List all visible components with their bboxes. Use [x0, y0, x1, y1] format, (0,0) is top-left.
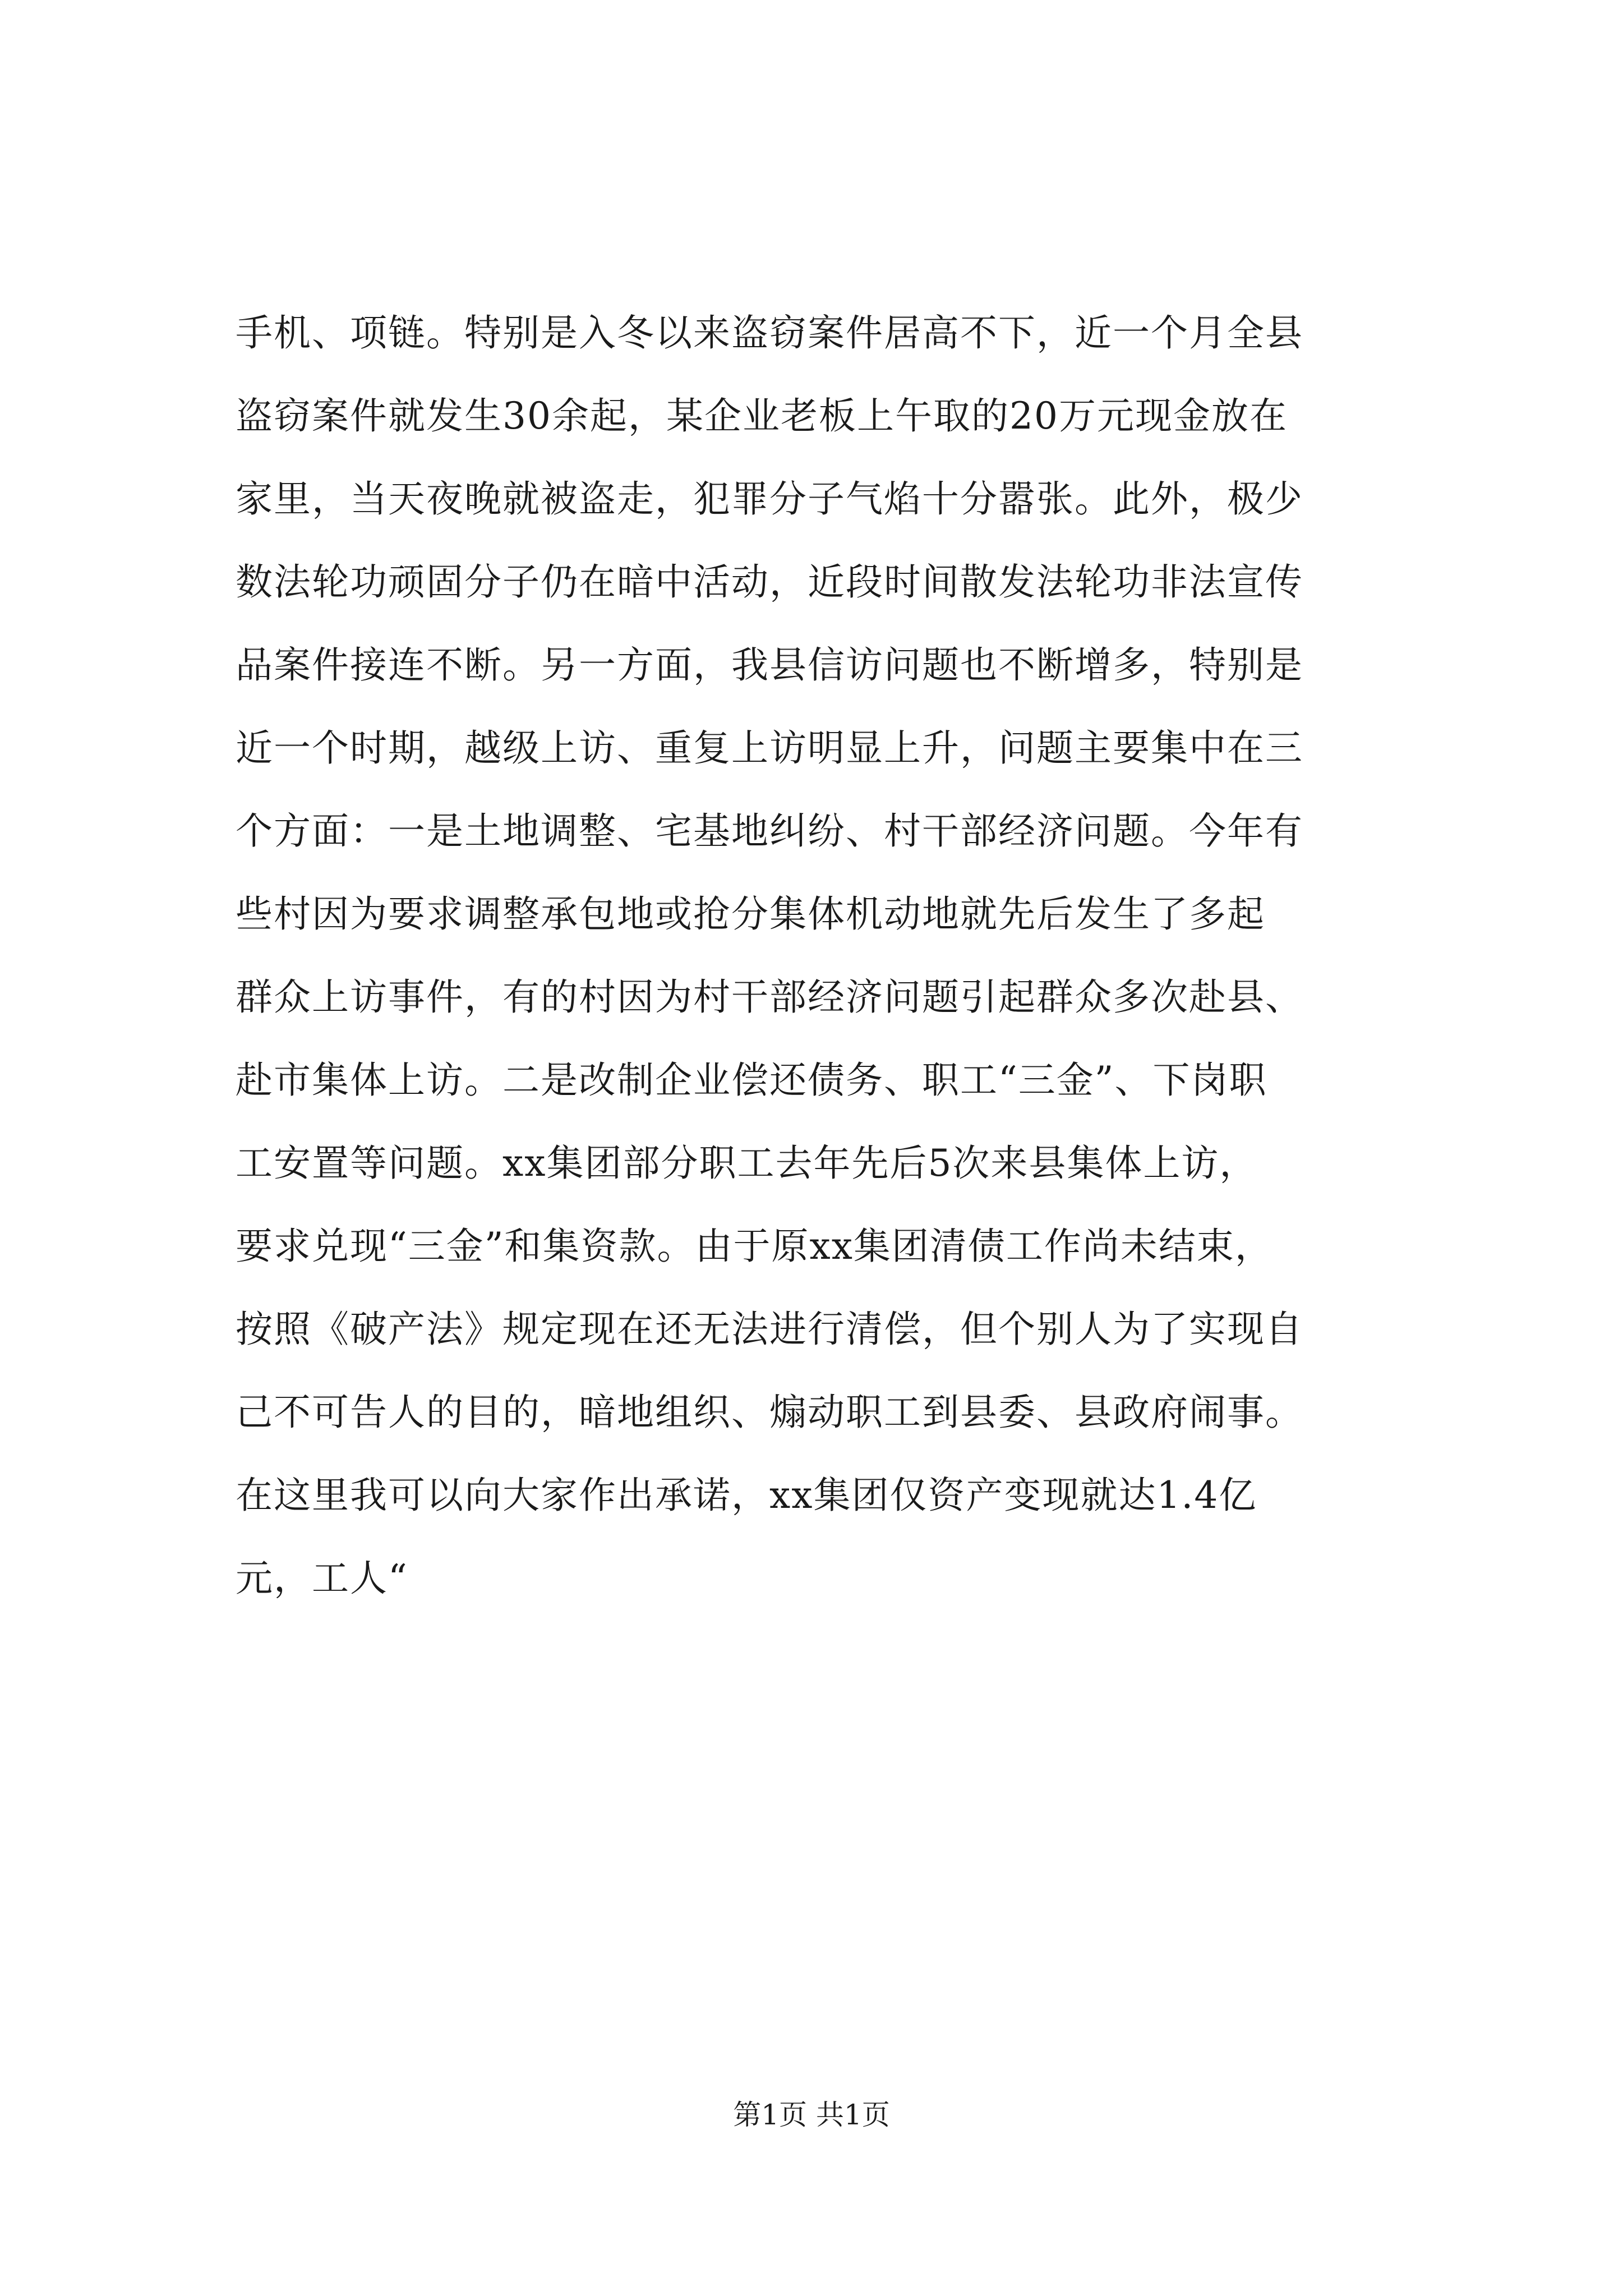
text-line: 近一个时期，越级上访、重复上访明显上升，问题主要集中在三 [236, 726, 1303, 770]
text-line: 要求兑现“三金”和集资款。由于原xx集团清债工作尚未结束， [236, 1225, 1273, 1268]
text-line: 个方面：一是土地调整、宅基地纠纷、村干部经济问题。今年有 [236, 809, 1303, 853]
text-line: 手机、项链。特别是入冬以来盗窃案件居高不下，近一个月全县 [236, 311, 1303, 355]
text-line: 盗窃案件就发生30余起，某企业老板上午取的20万元现金放在 [236, 394, 1288, 438]
text-line: 品案件接连不断。另一方面，我县信访问题也不断增多，特别是 [236, 643, 1303, 687]
page-footer [0, 2098, 1623, 2132]
text-line: 元，工人“ [236, 1557, 408, 1600]
text-line: 赴市集体上访。二是改制企业偿还债务、职工“三金”、下岗职 [236, 1059, 1267, 1102]
text-line: 数法轮功顽固分子仍在暗中活动，近段时间散发法轮功非法宣传 [236, 560, 1303, 604]
text-line: 家里，当天夜晚就被盗走，犯罪分子气焰十分嚣张。此外，极少 [236, 477, 1303, 521]
text-line: 按照《破产法》规定现在还无法进行清偿，但个别人为了实现自 [236, 1308, 1303, 1351]
text-line: 己不可告人的目的，暗地组织、煽动职工到县委、县政府闹事。 [236, 1391, 1303, 1434]
text-line: 工安置等问题。xx集团部分职工去年先后5次来县集体上访， [236, 1142, 1258, 1185]
page-number-label: 第1页 共1页 [733, 2099, 890, 2131]
text-line: 群众上访事件，有的村因为村干部经济问题引起群众多次赴县、 [236, 976, 1303, 1019]
body-paragraph [236, 292, 1413, 1620]
text-line: 在这里我可以向大家作出承诺，xx集团仅资产变现就达1.4亿 [236, 1474, 1257, 1517]
text-line: 些村因为要求调整承包地或抢分集体机动地就先后发生了多起 [236, 892, 1265, 936]
